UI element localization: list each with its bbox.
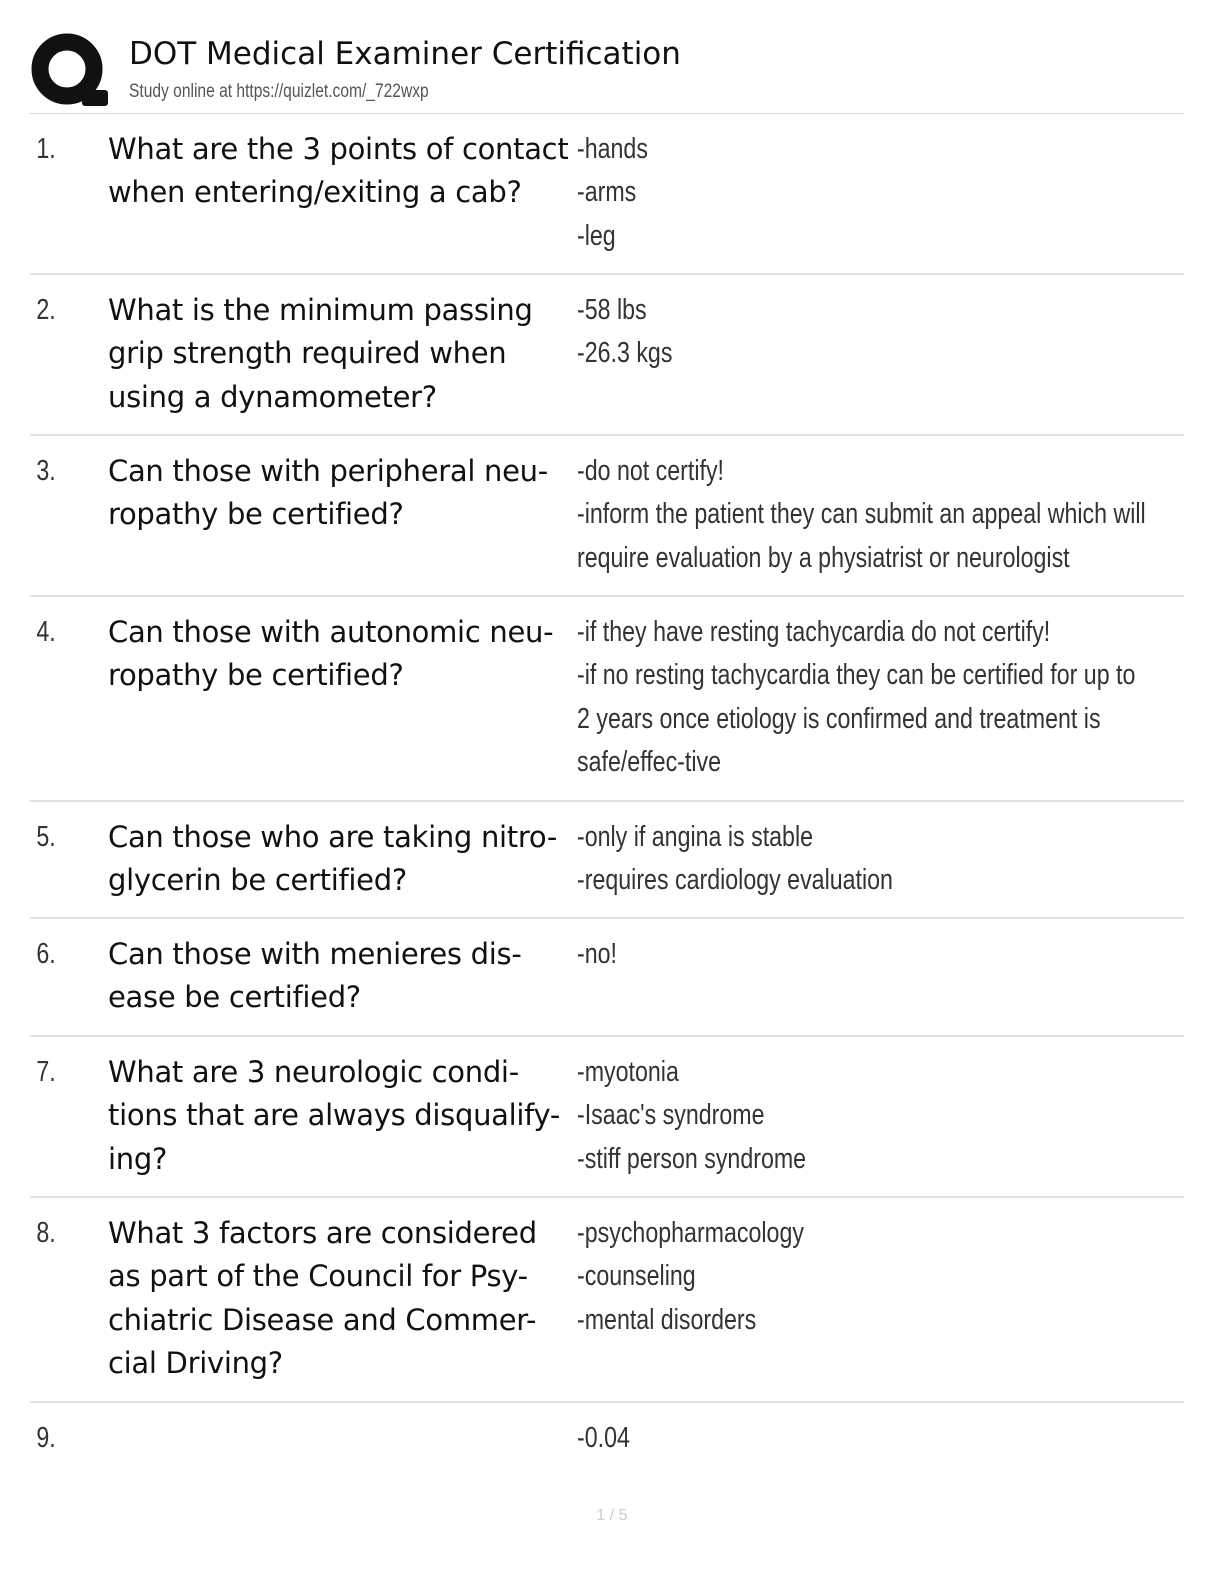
card-term: Can those with autonomic neu-ropathy be certified? — [108, 615, 554, 693]
flashcard-row — [30, 436, 1184, 597]
card-definition-text: -58 lbs -26.3 kgs — [577, 294, 673, 370]
document-header — [30, 28, 1184, 114]
flashcard-row — [30, 1198, 1184, 1403]
card-term: Can those who are taking nitro-glycerin be certified? — [108, 820, 557, 898]
flashcard-row — [30, 275, 1184, 436]
card-definition — [577, 611, 1224, 800]
card-definition — [577, 1417, 1224, 1473]
card-definition-text: -0.04 — [577, 1422, 630, 1454]
card-number: 7. — [36, 1056, 56, 1088]
flashcard-row — [30, 919, 1184, 1037]
card-definition — [577, 933, 1224, 1035]
card-number: 3. — [36, 455, 56, 487]
card-definition-text: -myotonia -Isaac's syndrome -stiff person syndrome — [577, 1056, 807, 1175]
card-definition — [577, 816, 1224, 917]
flashcard-row — [30, 597, 1184, 802]
card-definition-text: -hands -arms -leg — [577, 133, 648, 252]
card-number: 5. — [36, 821, 56, 853]
quizlet-q-icon — [30, 32, 108, 110]
card-term: What 3 factors are considered as part of the Council for Psy-chiatric Disease and Commer-cial Driving? — [108, 1216, 537, 1380]
card-number: 8. — [36, 1217, 56, 1249]
page-number: 1 / 5 — [596, 1507, 628, 1524]
flashcard-row — [30, 114, 1184, 275]
document-title: DOT Medical Examiner Certification — [129, 36, 681, 72]
card-definition — [577, 128, 1224, 273]
card-definition — [577, 1212, 1224, 1401]
card-number: 9. — [36, 1422, 56, 1454]
card-term: What is the minimum passing grip strength required when using a dynamometer? — [108, 293, 533, 414]
flashcard-row — [30, 802, 1184, 919]
card-definition — [577, 289, 1224, 434]
card-term — [108, 1417, 577, 1473]
card-term: Can those with peripheral neu-ropathy be certified? — [108, 454, 548, 532]
flashcard-row — [30, 1403, 1184, 1473]
card-definition-text: -psychopharmacology -counseling -mental disorders — [577, 1217, 804, 1336]
card-definition-text: -if they have resting tachycardia do not certify! -if no resting tachycardia they can be certified for up to 2 years once etiology is confirmed and treatment is safe/effec-tive — [577, 616, 1136, 778]
card-term: What are the 3 points of contact when entering/exiting a cab? — [108, 132, 569, 210]
card-definition-text: -do not certify! -inform the patient they can submit an appeal which will require evaluation by a physiatrist or neurologist — [577, 455, 1146, 574]
card-definition-text: -only if angina is stable -requires cardiology evaluation — [577, 821, 893, 897]
study-online-link[interactable]: Study online at https://quizlet.com/_722wxp — [129, 81, 429, 102]
card-term: What are 3 neurologic condi-tions that are always disqualify-ing? — [108, 1055, 561, 1176]
card-number: 2. — [36, 294, 56, 326]
card-definition-text: -no! — [577, 938, 617, 970]
card-number: 1. — [36, 133, 56, 165]
card-definition — [577, 1051, 1224, 1196]
flashcard-list — [30, 114, 1184, 1473]
flashcard-row — [30, 1037, 1184, 1198]
card-number: 4. — [36, 616, 56, 648]
card-term: Can those with menieres dis-ease be certified? — [108, 937, 522, 1015]
card-number: 6. — [36, 938, 56, 970]
card-definition — [577, 450, 1224, 595]
